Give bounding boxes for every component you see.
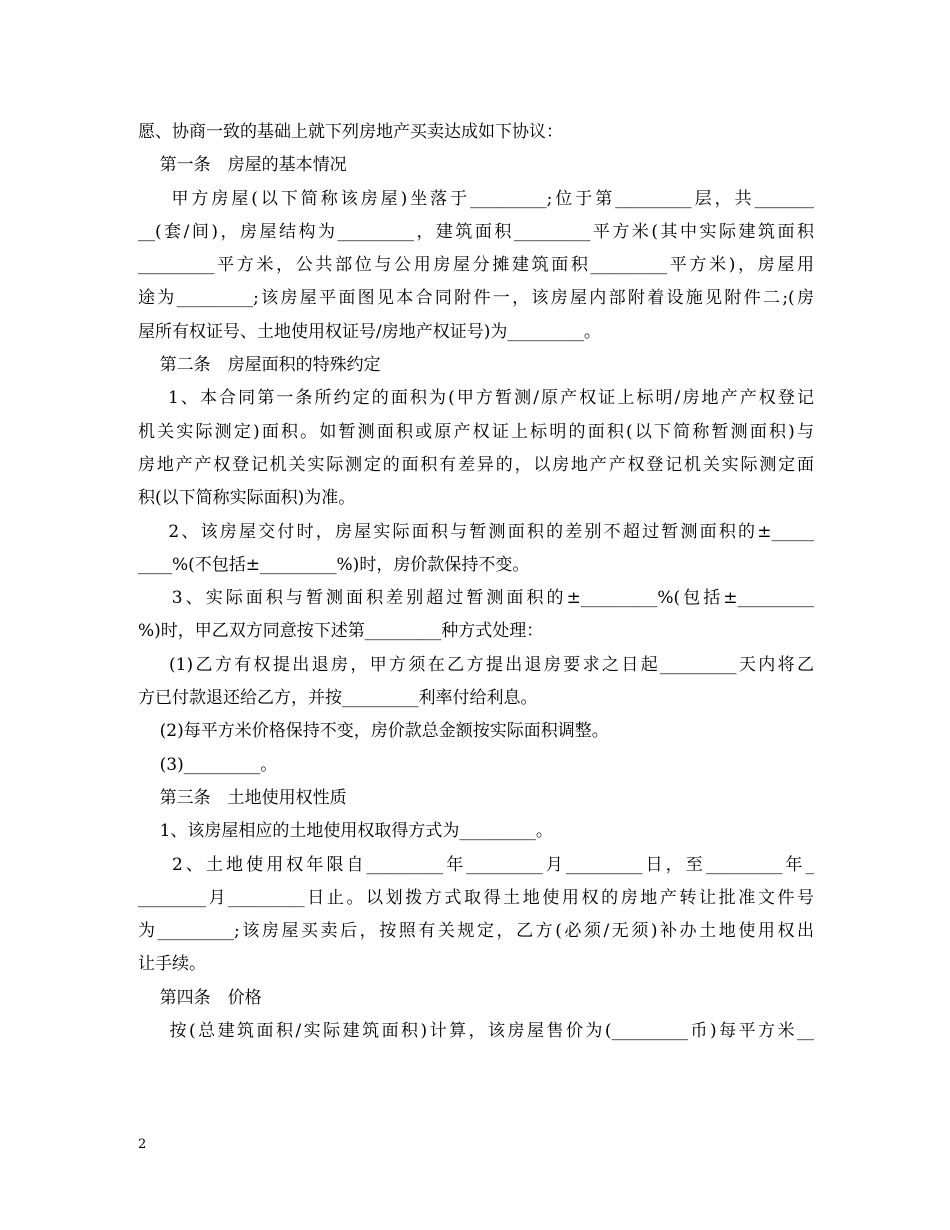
text-line: 第二条 房屋面积的特殊约定	[138, 355, 381, 376]
text-line: %)时，甲乙双方同意按下述第_________种方式处理：	[138, 621, 544, 642]
text-line: __(套/间)，房屋结构为_________，建筑面积_________平方米(其中实际建筑面积	[138, 221, 814, 242]
text-line: 第四条 价格	[138, 987, 262, 1008]
text-line: _________平方米，公共部位与公用房屋分摊建筑面积_________平方米)，房屋用	[138, 255, 814, 276]
text-line: 途为_________;该房屋平面图见本合同附件一，该房屋内部附着设施见附件二;(房	[138, 288, 814, 309]
text-line: 2、土地使用权年限自_________年_________月_________日，至_________年_	[138, 854, 814, 875]
text-line: ________月_________日止。以划拨方式取得土地使用权的房地产转让批准文件号	[138, 887, 814, 908]
text-line: 第三条 土地使用权性质	[138, 787, 347, 808]
text-line: 为_________;该房屋买卖后，按照有关规定，乙方(必须/无须)补办土地使用权出	[138, 921, 814, 942]
text-line: 1、该房屋相应的土地使用权取得方式为_________。	[138, 821, 553, 842]
text-line: 2、该房屋交付时，房屋实际面积与暂测面积的差别不超过暂测面积的±_____	[138, 521, 814, 542]
text-line: 按(总建筑面积/实际建筑面积)计算，该房屋售价为(_________币)每平方米__	[138, 1021, 814, 1042]
text-line: 屋所有权证号、土地使用权证号/房地产权证号)为_________。	[138, 321, 601, 342]
text-line: ____%(不包括±_________%)时，房价款保持不变。	[138, 554, 530, 575]
text-line: 方已付款退还给乙方，并按_________利率付给利息。	[138, 688, 538, 709]
text-line: 甲方房屋(以下简称该房屋)坐落于_________;位于第_________层，共_______	[138, 188, 814, 209]
text-line: 积(以下简称实际面积)为准。	[138, 488, 356, 509]
document-body	[138, 116, 814, 1048]
page-number: 2	[138, 1137, 147, 1152]
text-line: 让手续。	[138, 954, 206, 975]
text-line: (3)_________。	[138, 754, 278, 775]
text-line: (1)乙方有权提出退房，甲方须在乙方提出退房要求之日起_________天内将乙	[138, 654, 814, 675]
text-line: 房地产产权登记机关实际测定的面积有差异的，以房地产产权登记机关实际测定面	[138, 454, 814, 475]
text-line: 3、实际面积与暂测面积差别超过暂测面积的±_________%(包括±_________	[138, 588, 814, 609]
text-line: 1、本合同第一条所约定的面积为(甲方暂测/原产权证上标明/房地产产权登记	[138, 388, 814, 409]
text-line: (2)每平方米价格保持不变，房价款总金额按实际面积调整。	[138, 721, 609, 742]
text-line: 愿、协商一致的基础上就下列房地产买卖达成如下协议：	[138, 122, 563, 142]
text-line: 机关实际测定)面积。如暂测面积或原产权证上标明的面积(以下简称暂测面积)与	[138, 421, 814, 442]
text-line: 第一条 房屋的基本情况	[138, 155, 347, 176]
